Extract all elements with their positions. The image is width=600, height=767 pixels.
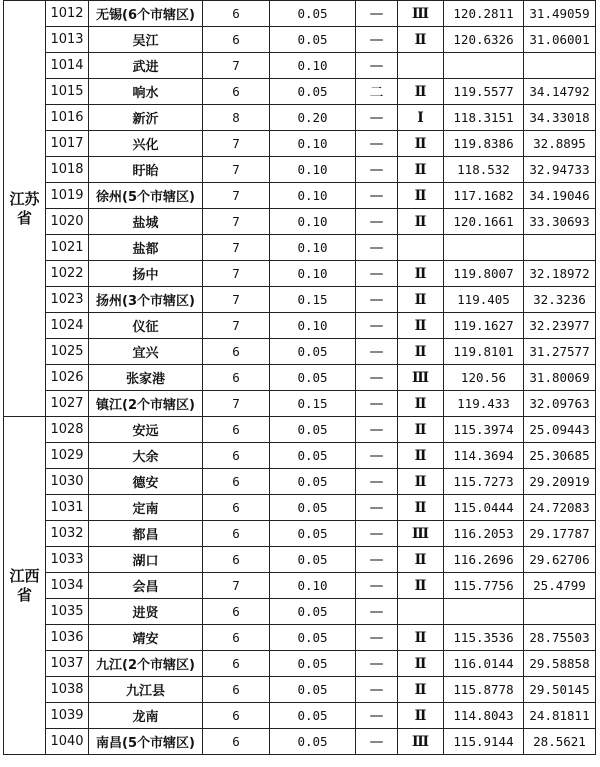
design-group-cell: — <box>356 183 398 209</box>
site-class-cell: Ⅲ <box>398 729 444 755</box>
station-code-cell: 1012 <box>46 1 89 27</box>
station-code-cell: 1038 <box>46 677 89 703</box>
longitude-cell: 116.2696 <box>444 547 524 573</box>
station-code-cell: 1022 <box>46 261 89 287</box>
station-code-cell: 1028 <box>46 417 89 443</box>
intensity-cell: 6 <box>203 599 270 625</box>
site-class-cell: Ⅱ <box>398 157 444 183</box>
design-group-cell: — <box>356 339 398 365</box>
acceleration-cell: 0.15 <box>270 391 356 417</box>
site-class-cell: Ⅱ <box>398 547 444 573</box>
station-name-cell: 响水 <box>89 79 203 105</box>
intensity-cell: 7 <box>203 261 270 287</box>
site-class-cell <box>398 235 444 261</box>
acceleration-cell: 0.10 <box>270 261 356 287</box>
site-class-cell: Ⅱ <box>398 651 444 677</box>
latitude-cell <box>524 599 596 625</box>
design-group-cell: — <box>356 391 398 417</box>
site-class-cell: Ⅱ <box>398 313 444 339</box>
design-group-cell: — <box>356 521 398 547</box>
station-code-cell: 1030 <box>46 469 89 495</box>
intensity-cell: 6 <box>203 1 270 27</box>
site-class-cell: Ⅱ <box>398 391 444 417</box>
station-name-cell: 会昌 <box>89 573 203 599</box>
latitude-cell: 28.75503 <box>524 625 596 651</box>
site-class-cell: Ⅱ <box>398 209 444 235</box>
latitude-cell: 34.19046 <box>524 183 596 209</box>
intensity-cell: 6 <box>203 703 270 729</box>
longitude-cell: 115.7756 <box>444 573 524 599</box>
site-class-cell: Ⅱ <box>398 339 444 365</box>
site-class-cell: Ⅱ <box>398 261 444 287</box>
station-name-cell: 九江(2个市辖区) <box>89 651 203 677</box>
design-group-cell: — <box>356 105 398 131</box>
table-row <box>4 287 596 313</box>
table-row <box>4 105 596 131</box>
site-class-cell: Ⅱ <box>398 443 444 469</box>
table-row <box>4 209 596 235</box>
intensity-cell: 6 <box>203 677 270 703</box>
design-group-cell: — <box>356 469 398 495</box>
site-class-cell: Ⅱ <box>398 573 444 599</box>
station-name-cell: 南昌(5个市辖区) <box>89 729 203 755</box>
station-code-cell: 1024 <box>46 313 89 339</box>
design-group-cell: — <box>356 131 398 157</box>
design-group-cell: — <box>356 365 398 391</box>
intensity-cell: 6 <box>203 625 270 651</box>
station-code-cell: 1021 <box>46 235 89 261</box>
latitude-cell: 29.58858 <box>524 651 596 677</box>
table-row <box>4 79 596 105</box>
station-code-cell: 1025 <box>46 339 89 365</box>
latitude-cell: 28.5621 <box>524 729 596 755</box>
acceleration-cell: 0.10 <box>270 209 356 235</box>
table-row <box>4 651 596 677</box>
latitude-cell: 29.62706 <box>524 547 596 573</box>
station-code-cell: 1017 <box>46 131 89 157</box>
site-class-cell: Ⅲ <box>398 365 444 391</box>
longitude-cell: 115.3536 <box>444 625 524 651</box>
latitude-cell: 32.3236 <box>524 287 596 313</box>
station-name-cell: 盱眙 <box>89 157 203 183</box>
latitude-cell: 31.27577 <box>524 339 596 365</box>
acceleration-cell: 0.05 <box>270 339 356 365</box>
intensity-cell: 6 <box>203 729 270 755</box>
design-group-cell: — <box>356 651 398 677</box>
latitude-cell: 32.18972 <box>524 261 596 287</box>
longitude-cell: 119.1627 <box>444 313 524 339</box>
station-name-cell: 盐城 <box>89 209 203 235</box>
table-row <box>4 365 596 391</box>
intensity-cell: 6 <box>203 651 270 677</box>
station-name-cell: 湖口 <box>89 547 203 573</box>
latitude-cell: 25.30685 <box>524 443 596 469</box>
site-class-cell: Ⅲ <box>398 521 444 547</box>
site-class-cell: Ⅱ <box>398 79 444 105</box>
table-row <box>4 131 596 157</box>
table-row <box>4 339 596 365</box>
intensity-cell: 7 <box>203 209 270 235</box>
longitude-cell: 119.405 <box>444 287 524 313</box>
province-name-cell: 江西省 <box>4 417 46 755</box>
station-code-cell: 1015 <box>46 79 89 105</box>
design-group-cell: — <box>356 287 398 313</box>
intensity-cell: 8 <box>203 105 270 131</box>
acceleration-cell: 0.10 <box>270 573 356 599</box>
acceleration-cell: 0.10 <box>270 235 356 261</box>
longitude-cell: 120.1661 <box>444 209 524 235</box>
latitude-cell: 32.23977 <box>524 313 596 339</box>
longitude-cell: 119.8007 <box>444 261 524 287</box>
longitude-cell: 115.9144 <box>444 729 524 755</box>
site-class-cell: Ⅱ <box>398 495 444 521</box>
station-name-cell: 进贤 <box>89 599 203 625</box>
station-code-cell: 1032 <box>46 521 89 547</box>
station-name-cell: 定南 <box>89 495 203 521</box>
table-row <box>4 703 596 729</box>
longitude-cell: 120.2811 <box>444 1 524 27</box>
province-name-cell: 江苏省 <box>4 1 46 417</box>
design-group-cell: — <box>356 703 398 729</box>
intensity-cell: 6 <box>203 495 270 521</box>
table-row <box>4 27 596 53</box>
intensity-cell: 7 <box>203 131 270 157</box>
longitude-cell: 115.0444 <box>444 495 524 521</box>
intensity-cell: 6 <box>203 365 270 391</box>
design-group-cell: — <box>356 27 398 53</box>
design-group-cell: — <box>356 495 398 521</box>
design-group-cell: — <box>356 625 398 651</box>
station-code-cell: 1026 <box>46 365 89 391</box>
latitude-cell: 32.94733 <box>524 157 596 183</box>
longitude-cell: 114.3694 <box>444 443 524 469</box>
acceleration-cell: 0.05 <box>270 417 356 443</box>
intensity-cell: 6 <box>203 469 270 495</box>
acceleration-cell: 0.10 <box>270 183 356 209</box>
intensity-cell: 7 <box>203 287 270 313</box>
station-code-cell: 1031 <box>46 495 89 521</box>
design-group-cell: — <box>356 313 398 339</box>
station-name-cell: 都昌 <box>89 521 203 547</box>
site-class-cell: Ⅱ <box>398 183 444 209</box>
station-name-cell: 徐州(5个市辖区) <box>89 183 203 209</box>
design-group-cell: — <box>356 157 398 183</box>
longitude-cell: 116.0144 <box>444 651 524 677</box>
site-class-cell: Ⅱ <box>398 417 444 443</box>
acceleration-cell: 0.05 <box>270 599 356 625</box>
station-code-cell: 1034 <box>46 573 89 599</box>
station-name-cell: 德安 <box>89 469 203 495</box>
acceleration-cell: 0.05 <box>270 443 356 469</box>
site-class-cell: Ⅱ <box>398 27 444 53</box>
station-code-cell: 1019 <box>46 183 89 209</box>
intensity-cell: 6 <box>203 27 270 53</box>
design-group-cell: — <box>356 729 398 755</box>
longitude-cell <box>444 53 524 79</box>
station-name-cell: 武进 <box>89 53 203 79</box>
station-code-cell: 1016 <box>46 105 89 131</box>
site-class-cell: Ⅱ <box>398 625 444 651</box>
station-code-cell: 1023 <box>46 287 89 313</box>
station-name-cell: 吴江 <box>89 27 203 53</box>
acceleration-cell: 0.05 <box>270 469 356 495</box>
station-code-cell: 1013 <box>46 27 89 53</box>
design-group-cell: — <box>356 53 398 79</box>
design-group-cell: — <box>356 417 398 443</box>
design-group-cell: — <box>356 573 398 599</box>
acceleration-cell: 0.10 <box>270 157 356 183</box>
design-group-cell: — <box>356 599 398 625</box>
site-class-cell: Ⅱ <box>398 287 444 313</box>
table-row <box>4 495 596 521</box>
longitude-cell: 115.3974 <box>444 417 524 443</box>
latitude-cell <box>524 235 596 261</box>
station-code-cell: 1040 <box>46 729 89 755</box>
site-class-cell: Ⅱ <box>398 469 444 495</box>
table-row <box>4 443 596 469</box>
longitude-cell <box>444 599 524 625</box>
station-code-cell: 1014 <box>46 53 89 79</box>
intensity-cell: 7 <box>203 573 270 599</box>
station-code-cell: 1033 <box>46 547 89 573</box>
intensity-cell: 7 <box>203 53 270 79</box>
longitude-cell: 120.6326 <box>444 27 524 53</box>
station-name-cell: 九江县 <box>89 677 203 703</box>
latitude-cell <box>524 53 596 79</box>
acceleration-cell: 0.10 <box>270 131 356 157</box>
longitude-cell: 119.8101 <box>444 339 524 365</box>
table-row <box>4 469 596 495</box>
acceleration-cell: 0.05 <box>270 79 356 105</box>
latitude-cell: 29.20919 <box>524 469 596 495</box>
site-class-cell: Ⅱ <box>398 703 444 729</box>
acceleration-cell: 0.10 <box>270 313 356 339</box>
table-row <box>4 599 596 625</box>
station-name-cell: 新沂 <box>89 105 203 131</box>
design-group-cell: — <box>356 1 398 27</box>
acceleration-cell: 0.15 <box>270 287 356 313</box>
table-row <box>4 547 596 573</box>
acceleration-cell: 0.05 <box>270 651 356 677</box>
station-name-cell: 大余 <box>89 443 203 469</box>
table-row <box>4 729 596 755</box>
design-group-cell: 二 <box>356 79 398 105</box>
design-group-cell: — <box>356 677 398 703</box>
station-name-cell: 宜兴 <box>89 339 203 365</box>
longitude-cell: 114.8043 <box>444 703 524 729</box>
acceleration-cell: 0.05 <box>270 677 356 703</box>
station-code-cell: 1027 <box>46 391 89 417</box>
acceleration-cell: 0.20 <box>270 105 356 131</box>
intensity-cell: 6 <box>203 443 270 469</box>
table-row <box>4 235 596 261</box>
station-code-cell: 1029 <box>46 443 89 469</box>
latitude-cell: 34.14792 <box>524 79 596 105</box>
design-group-cell: — <box>356 547 398 573</box>
site-class-cell: Ⅱ <box>398 131 444 157</box>
longitude-cell: 117.1682 <box>444 183 524 209</box>
station-code-cell: 1018 <box>46 157 89 183</box>
table-row <box>4 157 596 183</box>
station-code-cell: 1035 <box>46 599 89 625</box>
latitude-cell: 32.09763 <box>524 391 596 417</box>
longitude-cell: 120.56 <box>444 365 524 391</box>
station-name-cell: 无锡(6个市辖区) <box>89 1 203 27</box>
longitude-cell: 118.532 <box>444 157 524 183</box>
station-code-cell: 1039 <box>46 703 89 729</box>
site-class-cell: Ⅲ <box>398 1 444 27</box>
latitude-cell: 33.30693 <box>524 209 596 235</box>
station-name-cell: 安远 <box>89 417 203 443</box>
table-row <box>4 521 596 547</box>
station-name-cell: 镇江(2个市辖区) <box>89 391 203 417</box>
design-group-cell: — <box>356 443 398 469</box>
design-group-cell: — <box>356 235 398 261</box>
intensity-cell: 7 <box>203 313 270 339</box>
station-name-cell: 张家港 <box>89 365 203 391</box>
intensity-cell: 6 <box>203 521 270 547</box>
intensity-cell: 7 <box>203 157 270 183</box>
table-row <box>4 573 596 599</box>
acceleration-cell: 0.05 <box>270 729 356 755</box>
table-row <box>4 417 596 443</box>
latitude-cell: 31.80069 <box>524 365 596 391</box>
station-name-cell: 盐都 <box>89 235 203 261</box>
table-row <box>4 53 596 79</box>
intensity-cell: 6 <box>203 339 270 365</box>
table-row <box>4 1 596 27</box>
latitude-cell: 32.8895 <box>524 131 596 157</box>
latitude-cell: 31.49059 <box>524 1 596 27</box>
latitude-cell: 24.81811 <box>524 703 596 729</box>
intensity-cell: 6 <box>203 417 270 443</box>
station-code-cell: 1037 <box>46 651 89 677</box>
longitude-cell: 115.8778 <box>444 677 524 703</box>
longitude-cell: 116.2053 <box>444 521 524 547</box>
longitude-cell: 118.3151 <box>444 105 524 131</box>
design-group-cell: — <box>356 209 398 235</box>
table-row <box>4 677 596 703</box>
acceleration-cell: 0.05 <box>270 27 356 53</box>
station-name-cell: 扬中 <box>89 261 203 287</box>
station-name-cell: 龙南 <box>89 703 203 729</box>
table-row <box>4 313 596 339</box>
latitude-cell: 25.4799 <box>524 573 596 599</box>
latitude-cell: 25.09443 <box>524 417 596 443</box>
acceleration-cell: 0.05 <box>270 547 356 573</box>
latitude-cell: 34.33018 <box>524 105 596 131</box>
latitude-cell: 29.50145 <box>524 677 596 703</box>
longitude-cell: 119.433 <box>444 391 524 417</box>
station-code-cell: 1020 <box>46 209 89 235</box>
intensity-cell: 6 <box>203 547 270 573</box>
acceleration-cell: 0.10 <box>270 53 356 79</box>
acceleration-cell: 0.05 <box>270 521 356 547</box>
latitude-cell: 24.72083 <box>524 495 596 521</box>
intensity-cell: 6 <box>203 79 270 105</box>
longitude-cell: 115.7273 <box>444 469 524 495</box>
station-name-cell: 仪征 <box>89 313 203 339</box>
station-code-cell: 1036 <box>46 625 89 651</box>
latitude-cell: 31.06001 <box>524 27 596 53</box>
table-row <box>4 261 596 287</box>
acceleration-cell: 0.05 <box>270 625 356 651</box>
table-row <box>4 625 596 651</box>
acceleration-cell: 0.05 <box>270 1 356 27</box>
site-class-cell <box>398 599 444 625</box>
intensity-cell: 7 <box>203 235 270 261</box>
acceleration-cell: 0.05 <box>270 365 356 391</box>
seismic-parameter-table <box>3 0 596 755</box>
acceleration-cell: 0.05 <box>270 703 356 729</box>
station-name-cell: 兴化 <box>89 131 203 157</box>
intensity-cell: 7 <box>203 183 270 209</box>
station-name-cell: 靖安 <box>89 625 203 651</box>
site-class-cell: Ⅱ <box>398 677 444 703</box>
longitude-cell: 119.8386 <box>444 131 524 157</box>
acceleration-cell: 0.05 <box>270 495 356 521</box>
site-class-cell: Ⅰ <box>398 105 444 131</box>
table-row <box>4 391 596 417</box>
station-name-cell: 扬州(3个市辖区) <box>89 287 203 313</box>
longitude-cell: 119.5577 <box>444 79 524 105</box>
design-group-cell: — <box>356 261 398 287</box>
latitude-cell: 29.17787 <box>524 521 596 547</box>
table-row <box>4 183 596 209</box>
longitude-cell <box>444 235 524 261</box>
intensity-cell: 7 <box>203 391 270 417</box>
site-class-cell <box>398 53 444 79</box>
